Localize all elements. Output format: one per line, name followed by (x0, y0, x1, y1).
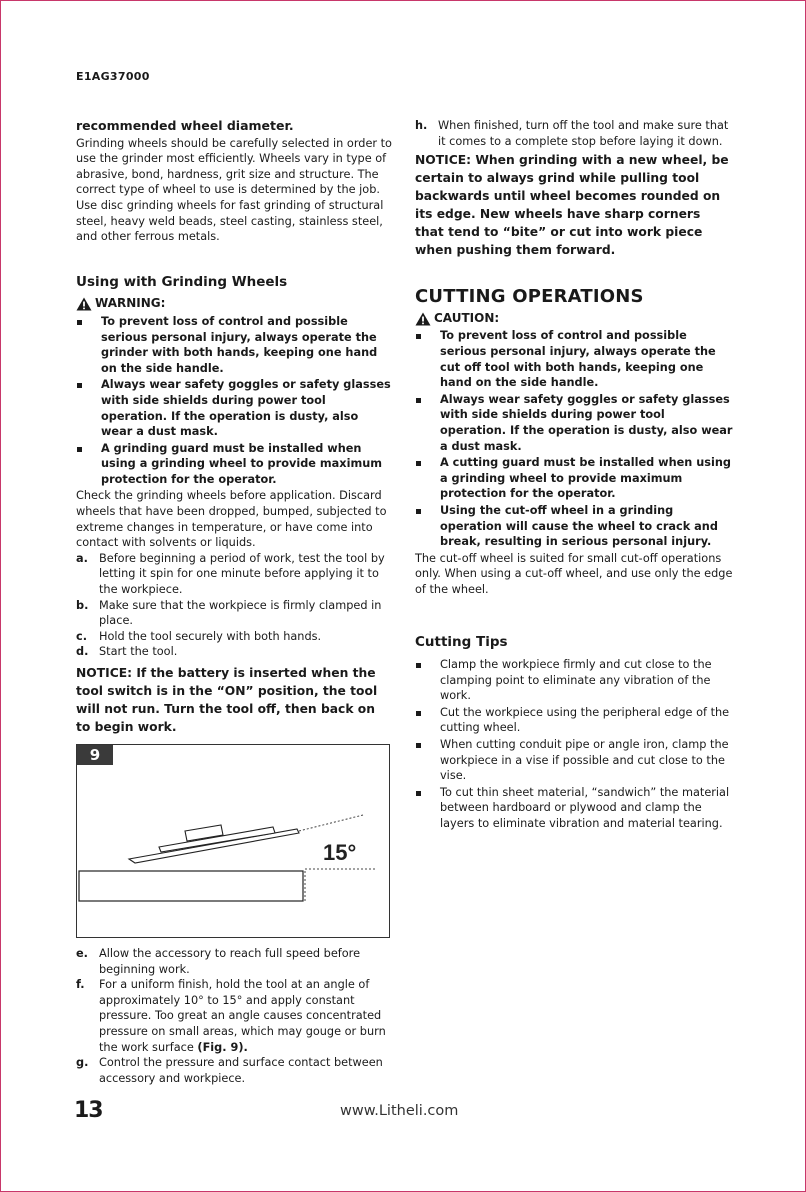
step-item (76, 946, 392, 977)
document-code: E1AG37000 (76, 70, 150, 83)
step-marker: c. (76, 629, 87, 643)
step-text: Before beginning a period of work, test the tool by letting it spin for one minute before applying it to the workpiece. (99, 551, 385, 597)
step-text: Start the tool. (99, 645, 178, 659)
step-item (76, 1055, 392, 1086)
notice-label: NOTICE: (415, 153, 472, 168)
notice-text: If the battery is inserted when the tool switch is in the “ON” position, the tool will not run. Turn the tool off, then back on to begin work. (76, 666, 378, 734)
cutting-tips-list (415, 657, 733, 832)
workpiece-block (79, 871, 303, 901)
step-text: Hold the tool securely with both hands. (99, 629, 322, 643)
notice-label: NOTICE: (76, 666, 133, 680)
step-marker: g. (76, 1056, 89, 1070)
caution-item: A cutting guard must be installed when using a grinding wheel to provide maximum protection for the operator. (415, 455, 733, 502)
check-paragraph: Check the grinding wheels before application. Discard wheels that have been dropped, bumped, subjected to extreme changes in temperature, or have come into contact with solvents or liquids. (76, 489, 387, 550)
steps-list-final (415, 118, 733, 149)
step-marker: e. (76, 947, 88, 960)
warning-icon (76, 297, 92, 311)
step-item (415, 118, 733, 149)
caution-label: CAUTION: (434, 310, 500, 325)
step-item (76, 598, 392, 629)
cutoff-paragraph: The cut-off wheel is suited for small cut-off operations only. When using a cut-off wheel, and use only the edge of the wheel. (415, 551, 733, 596)
left-column (76, 118, 392, 1086)
tip-item: Cut the workpiece using the peripheral edge of the cutting wheel. (415, 705, 733, 736)
step-text: When finished, turn off the tool and make sure that it comes to a complete stop before laying it down. (438, 119, 729, 148)
step-item (76, 551, 392, 598)
caution-item: Using the cut-off wheel in a grinding operation will cause the wheel to crack and break, resulting in serious personal injury. (415, 503, 733, 550)
figure-reference: (Fig. 9). (197, 1040, 248, 1054)
cutting-operations-title: CUTTING OPERATIONS (415, 286, 644, 308)
warning-list (76, 314, 392, 488)
warning-item: To prevent loss of control and possible serious personal injury, always operate the grinder with both hands, keeping one hand on the side handle. (76, 314, 392, 376)
step-text: Make sure that the workpiece is firmly clamped in place. (99, 598, 382, 628)
step-marker: b. (76, 598, 89, 612)
step-text: For a uniform finish, hold the tool at an angle of approximately 10° to 15° and apply constant pressure. Too great an angle causes concentrated pressure on small areas, which may gouge or burn the work surface (99, 978, 386, 1054)
warning-heading (76, 296, 392, 312)
step-item (76, 644, 392, 660)
step-marker: f. (76, 978, 85, 992)
notice-battery (76, 664, 392, 736)
step-marker: a. (76, 551, 88, 565)
steps-list-continued (76, 946, 392, 1086)
right-column (415, 118, 733, 833)
step-text: Control the pressure and surface contact between accessory and workpiece. (99, 1056, 383, 1085)
notice-text: When grinding with a new wheel, be certain to always grind while pulling tool backwards until wheel becomes rounded on its edge. New wheels have sharp corners that tend to “bite” or cut into work piece when pushing them forward. (415, 153, 729, 258)
caution-item: Always wear safety goggles or safety glasses with side shields during power tool operation. If the operation is dusty, also wear a dust mask. (415, 392, 733, 454)
section-title-grinding: Using with Grinding Wheels (76, 273, 288, 290)
figure-9 (76, 744, 390, 938)
cutting-tips-title: Cutting Tips (415, 634, 508, 651)
warning-item: A grinding guard must be installed when using a grinding wheel to provide maximum protection for the operator. (76, 441, 392, 488)
caution-heading (415, 311, 733, 327)
angle-label: 15° (323, 840, 357, 865)
steps-list (76, 551, 392, 660)
page-number: 13 (74, 1098, 103, 1123)
warning-label: WARNING: (95, 296, 166, 311)
figure-number: 9 (77, 745, 113, 765)
grinding-angle-diagram (77, 745, 389, 937)
step-item (76, 629, 392, 645)
angle-reference-line (299, 815, 363, 831)
step-marker: d. (76, 645, 89, 659)
lead-title: recommended wheel diameter. (76, 118, 294, 133)
notice-new-wheel (415, 151, 733, 259)
warning-item: Always wear safety goggles or safety glasses with side shields during power tool operation. If the operation is dusty, also wear a dust mask. (76, 377, 392, 439)
intro-paragraph: Grinding wheels should be carefully selected in order to use the grinder most efficiently. Wheels vary in type of abrasive, bond, hardness, grit size and structure. The correct type of wheel to use is determined by the job. Use disc grinding wheels for fast grinding of structural steel, heavy weld beads, steel casting, stainless steel, and other ferrous metals. (76, 136, 392, 244)
step-text: Allow the accessory to reach full speed before beginning work. (99, 947, 361, 976)
caution-icon (415, 312, 431, 326)
tip-item: When cutting conduit pipe or angle iron, clamp the workpiece in a vise if possible and cut close to the vise. (415, 737, 733, 784)
tip-item: To cut thin sheet material, “sandwich” the material between hardboard or plywood and clamp the layers to eliminate vibration and material tearing. (415, 785, 733, 832)
step-marker: h. (415, 119, 428, 132)
caution-item: To prevent loss of control and possible serious personal injury, always operate the cut off tool with both hands, keeping one hand on the side handle. (415, 328, 733, 390)
caution-list (415, 328, 733, 549)
step-item (76, 977, 392, 1055)
tip-item: Clamp the workpiece firmly and cut close to the clamping point to eliminate any vibration of the work. (415, 657, 733, 704)
footer-url: www.Litheli.com (340, 1103, 459, 1119)
